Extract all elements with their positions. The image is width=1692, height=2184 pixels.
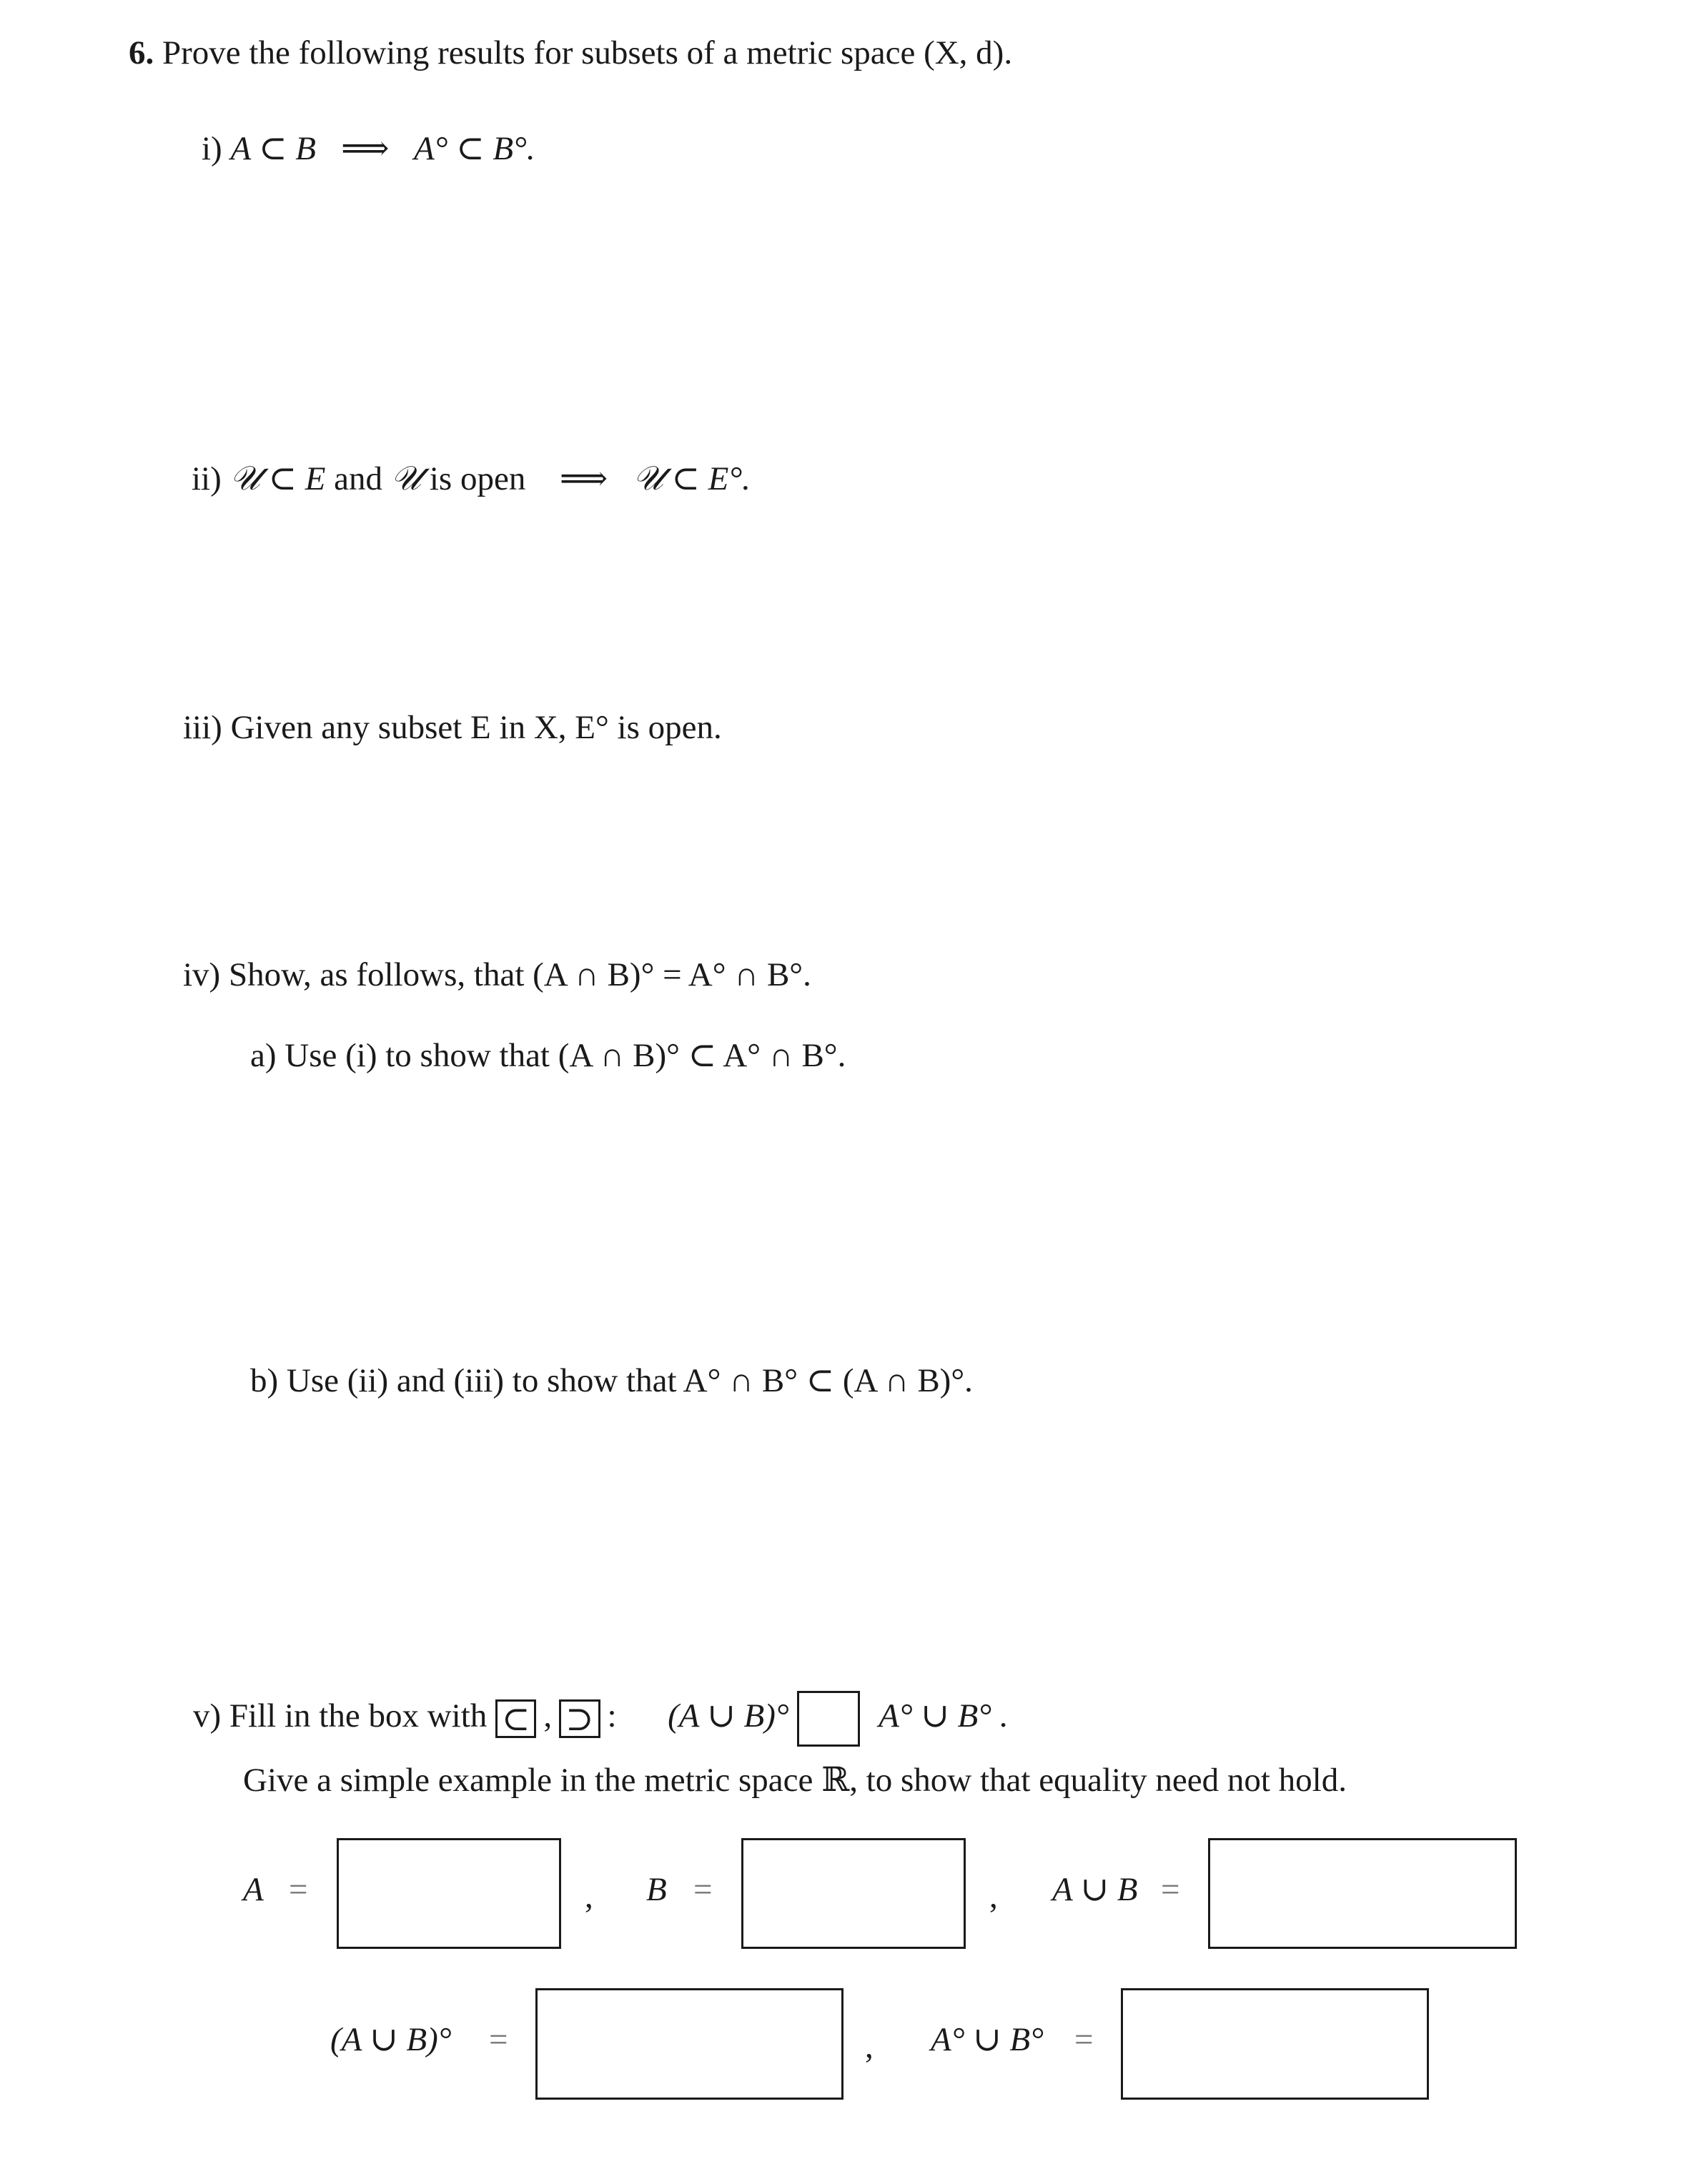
part-iv-a-label: a): [250, 1037, 277, 1074]
part-iv-b-label: b): [250, 1362, 279, 1399]
part-ii-label: ii): [192, 460, 222, 497]
part-v-fill-text: Fill in the box with: [229, 1697, 488, 1734]
part-v-fill-line: [193, 1691, 1009, 1747]
part-ii-and: and: [334, 460, 383, 497]
part-iv-a-text: Use (i) to show that (A ∩ B)° ⊂ A° ∩ B°.: [285, 1037, 846, 1074]
part-i-statement: A ⊂ B ⟹ A° ⊂ B°.: [230, 130, 535, 167]
part-iv-text: Show, as follows, that (A ∩ B)° = A° ∩ B°.: [228, 956, 811, 993]
part-iv-label: iv): [183, 956, 221, 993]
question-text: Prove the following results for subsets of a metric space (X, d).: [162, 34, 1013, 71]
set-A-answer-box[interactable]: [337, 1838, 561, 1949]
part-ii-math-right: ⟹ 𝒰 ⊂ E°.: [559, 460, 751, 497]
equals-AuB: =: [1161, 1871, 1180, 1908]
equals-Aint-u-Bint: =: [1074, 2021, 1094, 2058]
comma-1: ,: [585, 1878, 593, 1915]
part-iv-a: [250, 1034, 846, 1077]
part-ii-math-mid: 𝒰: [390, 460, 422, 497]
set-AuB-answer-box[interactable]: [1208, 1838, 1517, 1949]
part-v-label: v): [193, 1697, 222, 1734]
part-ii: [192, 457, 751, 500]
part-v-lhs: (A ∪ B)°: [668, 1697, 789, 1734]
subset-choice-box: ⊂: [495, 1699, 536, 1738]
part-i-label: i): [202, 130, 222, 167]
part-v-rhs: A° ∪ B° .: [879, 1697, 1009, 1734]
example-instruction: Give a simple example in the metric space ℝ, to show that equality need not hold.: [243, 1762, 1347, 1799]
label-Aint-u-Bint: A° ∪ B°: [931, 2021, 1044, 2058]
part-i: [202, 127, 535, 170]
set-B-answer-box[interactable]: [741, 1838, 966, 1949]
question-number: 6.: [129, 34, 154, 71]
comma-2: ,: [989, 1878, 998, 1915]
relation-answer-box[interactable]: [797, 1691, 860, 1747]
part-ii-math-left: 𝒰 ⊂ E: [229, 460, 326, 497]
choice-colon: :: [607, 1697, 617, 1734]
part-iii-text: Given any subset E in X, E° is open.: [230, 709, 722, 746]
equals-B: =: [693, 1871, 713, 1908]
equals-A: =: [289, 1871, 308, 1908]
label-AuB: A ∪ B: [1052, 1871, 1138, 1908]
part-iii: [183, 706, 722, 749]
part-iii-label: iii): [183, 709, 222, 746]
label-A: A: [243, 1871, 264, 1908]
part-v-example-text: [243, 1759, 1347, 1802]
label-B: B: [646, 1871, 667, 1908]
interior-union-answer-box[interactable]: [1121, 1988, 1429, 2100]
label-AuB-interior: (A ∪ B)°: [330, 2021, 452, 2058]
choice-comma: ,: [543, 1697, 553, 1734]
part-ii-open: is open: [429, 460, 526, 497]
part-iv: [183, 953, 811, 996]
superset-choice-box: ⊃: [559, 1699, 600, 1738]
comma-3: ,: [865, 2028, 874, 2065]
part-iv-b-text: Use (ii) and (iii) to show that A° ∩ B° ⊂ (A ∩ B)°.: [286, 1362, 973, 1399]
question-heading: [129, 31, 1012, 74]
interior-AuB-answer-box[interactable]: [535, 1988, 843, 2100]
part-iv-b: [250, 1359, 973, 1402]
equals-AuB-interior: =: [489, 2021, 508, 2058]
